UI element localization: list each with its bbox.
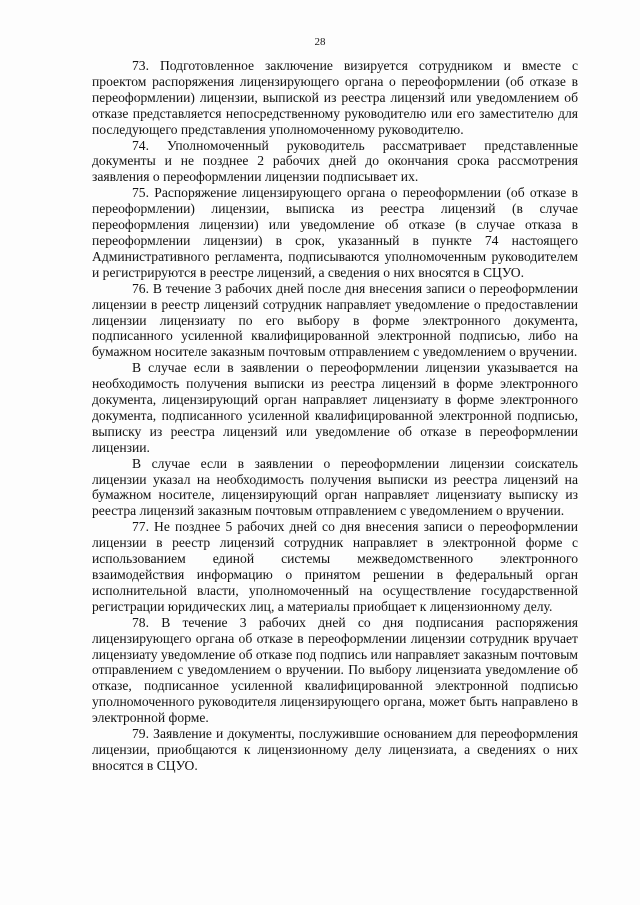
paragraph-78: 78. В течение 3 рабочих дней со дня подписания распоряжения лицензирующего органа об отказе в переоформлении лицензии сотрудник вручает лицензиату уведомление об отказе под подпись или направляет заказным почтовым отправлением с уведомлением о вручении. По выбору лицензиата уведомление об отказе, подписанное усиленной квалифицированной электронной подписью уполномоченного руководителя лицензирующего органа, может быть направлено в электронной форме. xyxy=(92,614,578,726)
paragraph-79: 79. Заявление и документы, послужившие основанием для переоформления лицензии, приобщаются к лицензионному делу лицензиата, а сведениях о них вносятся в СЦУО. xyxy=(92,726,578,773)
page-number: 28 xyxy=(314,36,326,48)
paragraph-77: 77. Не позднее 5 рабочих дней со дня внесения записи о переоформлении лицензии в реестр лицензий сотрудник направляет в электронной форме с использованием единой системы межведомственного электронного взаимодействия информацию о принятом решении в федеральный орган исполнительной власти, уполномоченный на осуществление государственной регистрации юридических лиц, а материалы приобщает к лицензионному делу. xyxy=(92,519,578,614)
paragraph-76-electronic: В случае если в заявлении о переоформлении лицензии указывается на необходимость получения выписки из реестра лицензий в форме электронного документа, лицензирующий орган направляет лицензиату в форме электронного документа, подписанного усиленной квалифицированной электронной подписью, выписку из реестра лицензий или уведомление об отказе в переоформлении лицензии. xyxy=(92,360,578,455)
paragraph-75: 75. Распоряжение лицензирующего органа о переоформлении (об отказе в переоформлении) лицензии, выписка из реестра лицензий (в случае переоформления лицензии) или уведомление об отказе (в случае отказа в переоформлении лицензии) в срок, указанный в пункте 74 настоящего Административного регламента, подписываются уполномоченным руководителем и регистрируются в реестре лицензий, а сведения о них вносятся в СЦУО. xyxy=(92,185,578,280)
paragraph-74: 74. Уполномоченный руководитель рассматривает представленные документы и не позднее 2 рабочих дней до окончания срока рассмотрения заявления о переоформлении лицензии подписывает их. xyxy=(92,137,578,185)
paragraph-76: 76. В течение 3 рабочих дней после дня внесения записи о переоформлении лицензии в реестр лицензий сотрудник направляет уведомление о предоставлении лицензии лицензиату по его выбору в форме электронного документа, подписанного усиленной квалифицированной электронной подписью, либо на бумажном носителе заказным почтовым отправлением с уведомлением о вручении. xyxy=(92,280,578,360)
document-body xyxy=(92,58,578,774)
paragraph-73: 73. Подготовленное заключение визируется сотрудником и вместе с проектом распоряжения лицензирующего органа о переоформлении (об отказе в переоформлении) лицензии, выпиской из реестра лицензий или уведомлением об отказе представляется непосредственному руководителю или его заместителю для последующего представления уполномоченному руководителю. xyxy=(92,58,578,137)
paragraph-76-paper: В случае если в заявлении о переоформлении лицензии соискатель лицензии указал на необходимость получения выписки из реестра лицензий на бумажном носителе, лицензирующий орган направляет лицензиату выписку из реестра лицензий заказным почтовым отправлением с уведомлением о вручении. xyxy=(92,455,578,519)
